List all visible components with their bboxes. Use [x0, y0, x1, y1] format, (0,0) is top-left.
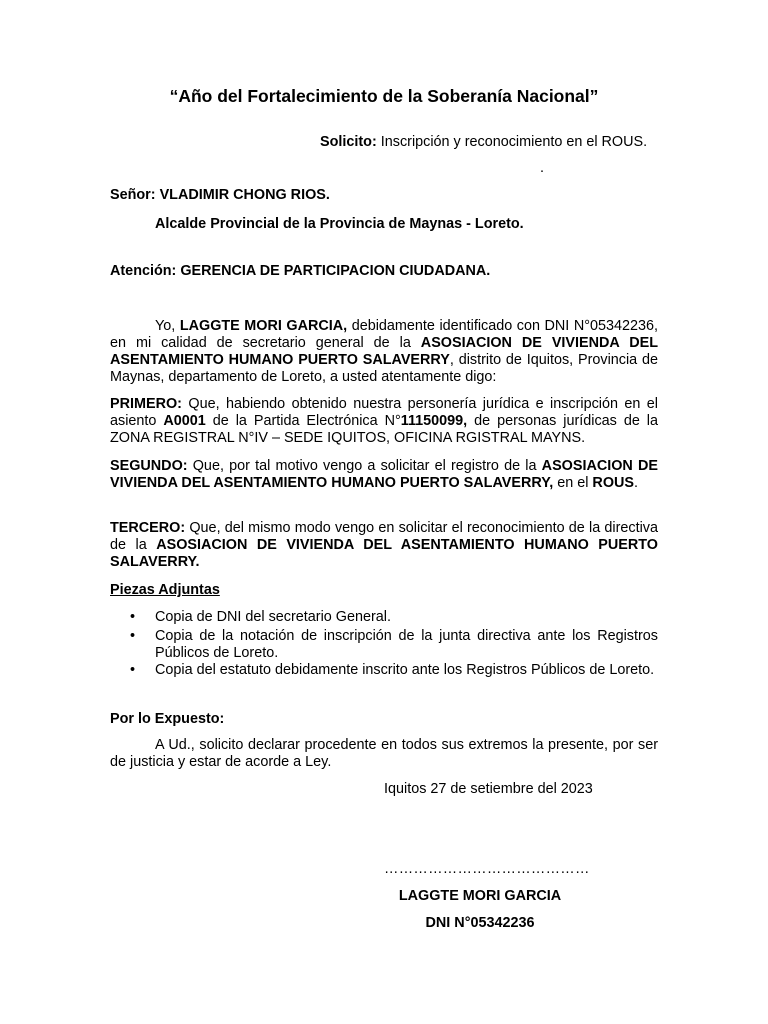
primero-asiento: A0001	[163, 413, 206, 429]
segundo-paragraph	[110, 458, 658, 492]
list-item-text: Copia de DNI del secretario General.	[155, 609, 391, 625]
tercero-label: TERCERO:	[110, 520, 186, 536]
segundo-text-1: Que, por tal motivo vengo a solicitar el registro de la	[187, 458, 542, 474]
solicito-line	[320, 134, 680, 151]
segundo-rous: ROUS	[592, 475, 634, 491]
list-item	[130, 628, 658, 662]
tercero-text-1: Que, del mismo modo vengo en solicitar el reconocimiento de la directiva de la	[110, 520, 658, 553]
list-item	[130, 609, 658, 626]
expuesto-paragraph: A Ud., solicito declarar procedente en todos sus extremos la presente, por ser de justicia y estar de acorde a Ley.	[110, 737, 658, 770]
tercero-association: ASOSIACION DE VIVIENDA DEL ASENTAMIENTO HUMANO PUERTO SALAVERRY.	[110, 537, 658, 570]
primero-text-3: de personas jurídicas de la ZONA REGISTRAL N°IV – SEDE IQUITOS, OFICINA RGISTRAL MAYNS.	[110, 413, 658, 446]
bullet-icon: •	[130, 628, 136, 644]
solicito-label: Solicito:	[320, 134, 377, 150]
date-line: Iquitos 27 de setiembre del 2023	[384, 781, 593, 797]
list-item-text: Copia de la notación de inscripción de la junta directiva ante los Registros Públicos de Loreto.	[155, 628, 658, 661]
primero-label: PRIMERO:	[110, 396, 182, 412]
tercero-paragraph	[110, 520, 658, 571]
signer-dni: DNI N°05342236	[425, 915, 535, 931]
expuesto-heading: Por lo Expuesto:	[110, 711, 225, 727]
intro-text-3: , distrito de Iquitos, Provincia de Maynas, departamento de Loreto, a usted atentamente digo:	[110, 352, 658, 385]
intro-association: ASOSIACION DE VIVIENDA DEL ASENTAMIENTO HUMANO PUERTO SALAVERRY	[110, 335, 658, 368]
primero-text-1: Que, habiendo obtenido nuestra personería jurídica e inscripción en el asiento	[110, 396, 658, 429]
segundo-label: SEGUNDO:	[110, 458, 188, 474]
signer-name: LAGGTE MORI GARCIA	[398, 888, 562, 904]
signature-line: ……………………………………	[384, 861, 590, 877]
segundo-text-3: .	[634, 475, 638, 491]
recipient-name: Señor: VLADIMIR CHONG RIOS.	[110, 187, 330, 203]
recipient-title: Alcalde Provincial de la Provincia de Maynas - Loreto.	[155, 216, 524, 232]
intro-name: LAGGTE MORI GARCIA,	[179, 318, 348, 334]
segundo-text-2: en el	[553, 475, 593, 491]
intro-text-1: Yo,	[155, 318, 180, 334]
primero-partida: 11150099,	[400, 413, 468, 429]
attention-line: Atención: GERENCIA DE PARTICIPACION CIUDADANA.	[110, 263, 491, 279]
primero-text-2: de la Partida Electrónica N°	[205, 413, 401, 429]
attachments-list	[130, 609, 658, 679]
list-item-text: Copia del estatuto debidamente inscrito ante los Registros Públicos de Loreto.	[155, 662, 655, 678]
segundo-association: ASOSIACION DE VIVIENDA DEL ASENTAMIENTO HUMANO PUERTO SALAVERRY,	[110, 458, 658, 491]
document-title: “Año del Fortalecimiento de la Soberanía Nacional”	[169, 86, 599, 106]
stray-dot: .	[540, 160, 544, 176]
bullet-icon: •	[130, 609, 136, 625]
primero-paragraph	[110, 396, 658, 447]
bullet-icon: •	[130, 662, 136, 678]
solicito-text: Inscripción y reconocimiento en el ROUS.	[376, 134, 648, 150]
list-item	[130, 662, 658, 679]
intro-text-2: debidamente identificado con DNI N°05342236, en mi calidad de secretario general de la	[110, 318, 658, 351]
piezas-heading: Piezas Adjuntas	[110, 582, 220, 598]
intro-paragraph	[110, 318, 658, 386]
